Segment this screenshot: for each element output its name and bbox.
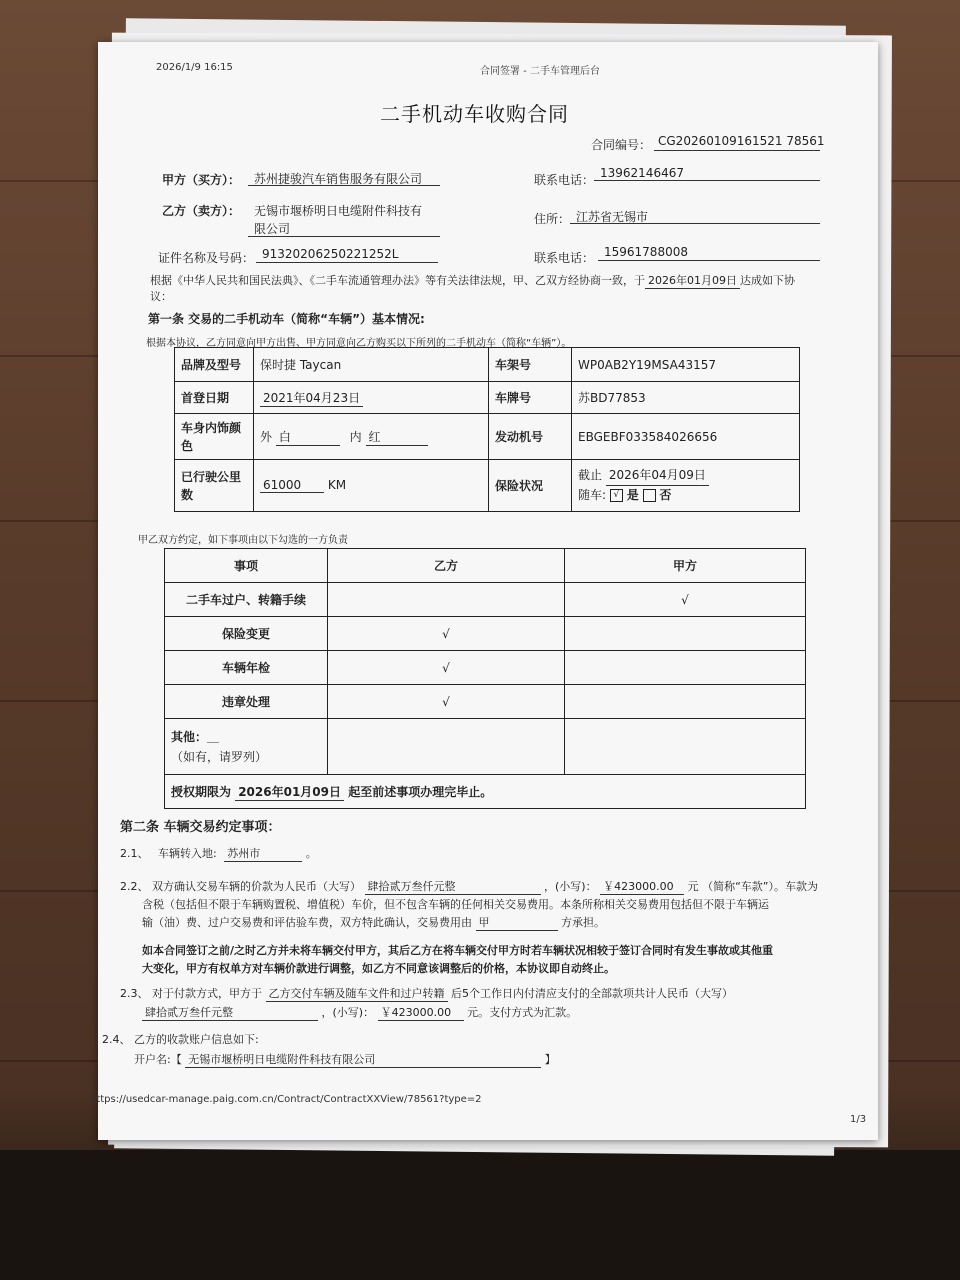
article-2-title: 第二条 车辆交易约定事项： xyxy=(120,820,281,835)
duty-b-check[interactable]: √ xyxy=(328,685,565,719)
brand-label: 品牌及型号 xyxy=(175,348,254,382)
party-b-name: 无锡市堰桥明日电缆附件科技有 xyxy=(254,204,423,218)
party-a-phone: 13962146467 xyxy=(600,166,684,180)
print-site-title: 合同签署 - 二手车管理后台 xyxy=(480,66,600,77)
party-b-phone-label: 联系电话： xyxy=(534,251,595,265)
print-url: https://usedcar-manage.paig.com.cn/Contract/ContractXXView/78561?type=2 xyxy=(90,1094,482,1105)
contract-no: CG20260109161521 78561 xyxy=(658,134,825,148)
party-a-name: 苏州捷骏汽车销售服务有限公司 xyxy=(254,172,423,186)
vehicle-info-table xyxy=(174,347,800,512)
preamble-text-cont: 议： xyxy=(150,290,172,303)
authorization-row: 授权期限为 2026年01月09日 起至前述事项办理完毕止。 xyxy=(165,775,806,809)
duty-a-check[interactable] xyxy=(565,651,806,685)
account-holder-row: 开户名:【 无锡市堰桥明日电缆附件科技有限公司 】 xyxy=(134,1053,556,1066)
clause-2-2-line3: 输（油）费、过户交易费和评估验车费，双方特此确认，交易费用由 甲 方承担。 xyxy=(142,916,605,929)
insurance-cell: 截止 2026年04月09日 随车: √ 是 否 xyxy=(572,460,800,512)
payment-lower: ￥423000.00 xyxy=(378,1004,464,1021)
party-b-id-label: 证件名称及号码： xyxy=(158,251,255,265)
brand-value: 保时捷 Taycan xyxy=(254,348,489,382)
print-datetime: 2026/1/9 16:15 xyxy=(156,62,233,73)
page-number: 1/3 xyxy=(850,1114,867,1125)
insurance-yes-checkbox[interactable]: √ xyxy=(610,489,623,502)
contract-page xyxy=(90,42,878,1140)
article-1-title: 第一条 交易的二手机动车（简称“车辆”）基本情况: xyxy=(148,312,425,326)
color-label: 车身内饰颜 色 xyxy=(175,414,254,460)
duty-a-check[interactable] xyxy=(565,685,806,719)
duty-other-a[interactable] xyxy=(565,719,806,775)
price-upper: 肆拾贰万叁仟元整 xyxy=(365,878,541,895)
duty-other: 其他：＿ （如有，请罗列） xyxy=(165,719,328,775)
duty-b-check[interactable] xyxy=(328,583,565,617)
party-a-label: 甲方（买方）： xyxy=(162,173,241,187)
mileage-label: 已行驶公里 数 xyxy=(175,460,254,512)
engine-value: EBGEBF033584026656 xyxy=(572,414,800,460)
duties-intro: 甲乙双方约定，如下事项由以下勾选的一方负责 xyxy=(138,535,348,546)
payment-condition: 乙方交付车辆及随车文件和过户转籍 xyxy=(266,985,448,1002)
insurance-until: 2026年04月09日 xyxy=(606,466,709,486)
color-values: 外 白 内 红 xyxy=(254,414,489,460)
clause-2-4: 2.4、 乙方的收款账户信息如下: xyxy=(102,1033,259,1046)
authorization-date: 2026年01月09日 xyxy=(235,783,344,801)
col-party-b: 乙方 xyxy=(328,549,565,583)
mileage-cell: 61000 KM xyxy=(254,460,489,512)
floor-shadow xyxy=(0,1150,960,1280)
insurance-no-checkbox[interactable] xyxy=(643,489,656,502)
col-item: 事项 xyxy=(165,549,328,583)
party-b-address: 江苏省无锡市 xyxy=(576,210,649,224)
clause-2-1: 2.1、 车辆转入地: 苏州市 。 xyxy=(120,847,317,860)
duty-a-check[interactable] xyxy=(565,617,806,651)
article-1-intro: 根据本协议，乙方同意向甲方出售、甲方同意向乙方购买以下所列的二手机动车（简称“车辆”）。 xyxy=(146,338,572,349)
clause-2-2-line2: 含税（包括但不限于车辆购置税、增值税）车价，但不包含车辆的任何相关交易费用。本条所称相关交易费用包括但不限于车辆运 xyxy=(142,898,769,911)
transfer-city: 苏州市 xyxy=(224,845,302,862)
engine-label: 发动机号 xyxy=(489,414,572,460)
clause-2-3: 2.3、 对于付款方式，甲方于 乙方交付车辆及随车文件和过户转籍 后5个工作日内付清应支付的全部款项共计人民币（大写） xyxy=(120,987,733,1000)
notice-line2: 大变化，甲方有权单方对车辆价款进行调整，如乙方不同意该调整后的价格，本协议即自动终止。 xyxy=(142,962,615,975)
plate-label: 车牌号 xyxy=(489,382,572,414)
clause-2-2: 2.2、 双方确认交易车辆的价款为人民币（大写） 肆拾贰万叁仟元整 ，(小写)： ￥423000.00 元 （简称“车款”）。车款为 xyxy=(120,880,818,893)
price-lower: ￥423000.00 xyxy=(600,878,684,895)
reg-date-label: 首登日期 xyxy=(175,382,254,414)
interior-color: 红 xyxy=(366,428,428,446)
duty-b-check[interactable]: √ xyxy=(328,617,565,651)
party-b-id: 91320206250221252L xyxy=(262,247,399,261)
vin-label: 车架号 xyxy=(489,348,572,382)
agreement-date: 2026年01月09日 xyxy=(645,272,740,289)
duty-item: 车辆年检 xyxy=(165,651,328,685)
account-holder: 无锡市堰桥明日电缆附件科技有限公司 xyxy=(185,1051,541,1068)
clause-2-3-line2: 肆拾贰万叁仟元整 ，(小写)： ￥423000.00 元。支付方式为汇款。 xyxy=(142,1004,577,1021)
contract-no-label: 合同编号： xyxy=(591,138,652,152)
page-title: 二手机动车收购合同 xyxy=(380,102,569,126)
party-b-phone: 15961788008 xyxy=(604,245,688,259)
duty-item: 保险变更 xyxy=(165,617,328,651)
vin-value: WP0AB2Y19MSA43157 xyxy=(572,348,800,382)
preamble-text: 根据《中华人民共和国民法典》、《二手车流通管理办法》等有关法律法规，甲、乙双方经协商一致，于 2026年01月09日 达成如下协 xyxy=(150,274,795,287)
party-b-label: 乙方（卖方）： xyxy=(162,204,241,218)
insurance-label: 保险状况 xyxy=(489,460,572,512)
party-a-phone-label: 联系电话： xyxy=(534,173,595,187)
duty-item: 违章处理 xyxy=(165,685,328,719)
party-b-address-label: 住所： xyxy=(534,212,571,226)
duty-item: 二手车过户、转籍手续 xyxy=(165,583,328,617)
fee-payer: 甲 xyxy=(476,914,558,931)
col-party-a: 甲方 xyxy=(565,549,806,583)
duty-b-check[interactable]: √ xyxy=(328,651,565,685)
duty-a-check[interactable]: √ xyxy=(565,583,806,617)
payment-upper: 肆拾贰万叁仟元整 xyxy=(142,1004,318,1021)
exterior-color: 白 xyxy=(276,428,340,446)
duty-other-b[interactable] xyxy=(328,719,565,775)
plate-value: 苏BD77853 xyxy=(572,382,800,414)
reg-date-value: 2021年04月23日 xyxy=(260,389,363,407)
notice-line1: 如本合同签订之前/之时乙方并未将车辆交付甲方，其后乙方在将车辆交付甲方时若车辆状况相较于签订合同时有发生事故或其他重 xyxy=(142,944,774,957)
duties-table xyxy=(164,548,806,809)
mileage-value: 61000 xyxy=(260,478,324,493)
party-b-name-cont: 限公司 xyxy=(254,222,291,236)
